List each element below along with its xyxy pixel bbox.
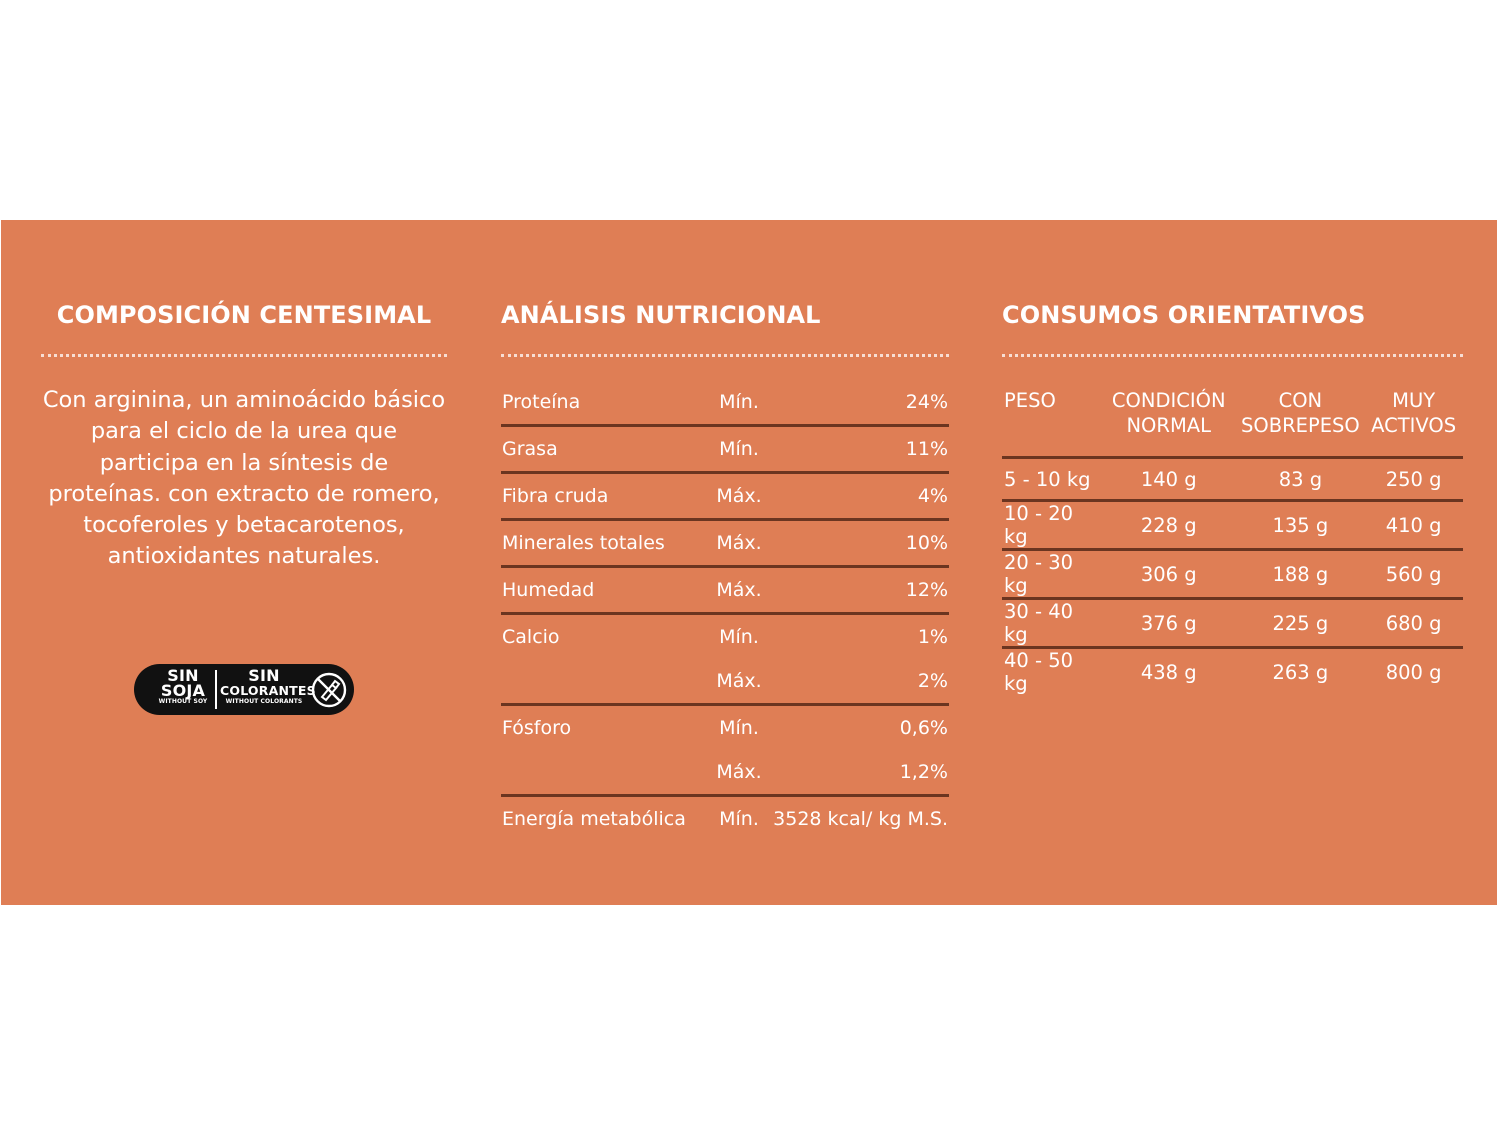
badge-divider xyxy=(215,670,217,709)
table-header-row xyxy=(1002,380,1463,458)
table-row: Fibra cruda Máx. 4% xyxy=(501,473,949,520)
table-row: 10 - 20 kg 228 g 135 g 410 g xyxy=(1002,501,1463,550)
dotted-divider xyxy=(501,354,949,357)
dotted-divider xyxy=(1002,354,1463,357)
table-row: Máx. 1,2% xyxy=(501,750,949,796)
table-row: Máx. 2% xyxy=(501,659,949,705)
column-header: CON SOBREPESO xyxy=(1236,380,1364,458)
without-colorants-label: SIN COLORANTES WITHOUT COLORANTS xyxy=(220,666,316,705)
table-row: 30 - 40 kg 376 g 225 g 680 g xyxy=(1002,599,1463,648)
info-panel xyxy=(1,220,1497,905)
without-soy-colorants-badge xyxy=(134,664,354,715)
table-row: Fósforo Mín. 0,6% xyxy=(502,717,948,739)
consumption-title: CONSUMOS ORIENTATIVOS xyxy=(1002,301,1366,329)
nutrition-table xyxy=(501,380,949,841)
table-row: 5 - 10 kg 140 g 83 g 250 g xyxy=(1002,458,1463,501)
analysis-title: ANÁLISIS NUTRICIONAL xyxy=(501,301,821,329)
table-row: 40 - 50 kg 438 g 263 g 800 g xyxy=(1004,649,1442,695)
dotted-divider xyxy=(41,354,447,357)
without-soy-label: SIN SOJA WITHOUT SOY xyxy=(158,666,208,705)
table-row: 20 - 30 kg 306 g 188 g 560 g xyxy=(1002,550,1463,599)
table-row: Energía metabólica Mín. 3528 kcal/ kg M.S. xyxy=(502,808,948,830)
consumption-table xyxy=(1002,380,1463,695)
table-row: Minerales totales Máx. 10% xyxy=(501,520,949,567)
no-colorants-icon xyxy=(310,671,348,709)
table-row: Proteína Mín. 24% xyxy=(501,380,949,426)
column-header: CONDICIÓN NORMAL xyxy=(1101,380,1237,458)
column-header: MUY ACTIVOS xyxy=(1364,380,1463,458)
composition-title: COMPOSICIÓN CENTESIMAL xyxy=(56,301,432,329)
column-header: PESO xyxy=(1002,380,1101,458)
composition-description: Con arginina, un aminoácido básico para el ciclo de la urea que participa en la síntesis de proteínas. con extracto de romero, tocoferoles y betacarotenos, antioxidantes naturales. xyxy=(42,387,446,570)
table-row: Calcio Mín. 1% xyxy=(502,626,948,648)
table-row: Grasa Mín. 11% xyxy=(501,426,949,473)
table-row: Humedad Máx. 12% xyxy=(501,567,949,614)
